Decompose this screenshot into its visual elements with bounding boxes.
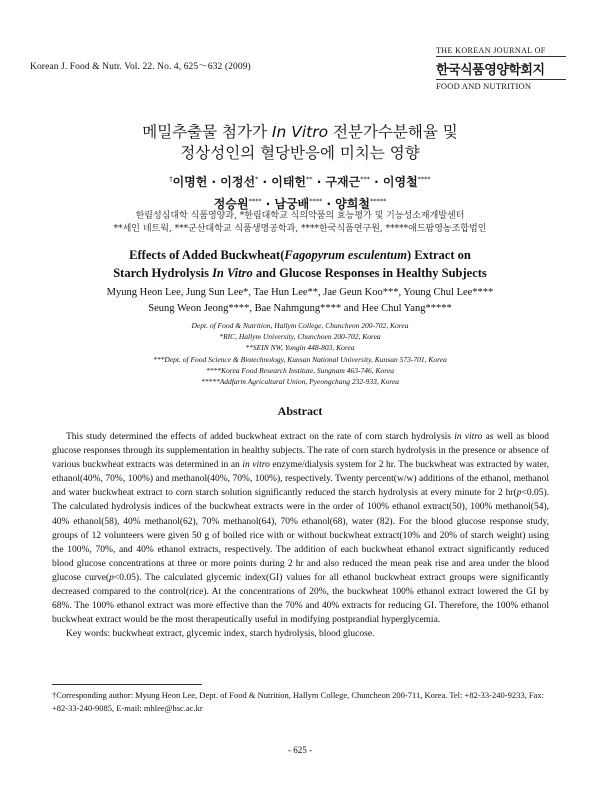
- author-mark: **: [306, 175, 313, 183]
- author-name: · 이정선: [207, 175, 256, 189]
- logo-line-2: 한국식품영양학회지: [436, 63, 545, 78]
- abstract-italic: p: [516, 488, 522, 499]
- affiliation: ****Korea Food Research Institute, Sungnam 463-746, Korea: [206, 365, 394, 375]
- page-number: - 625 -: [288, 745, 312, 755]
- en-authors-line: Seung Weon Jeong****, Bae Nahmgung**** and Hee Chul Yang*****: [148, 303, 452, 314]
- kr-title-part: 전분가수분해율 및: [328, 123, 458, 141]
- author-name: 이명헌: [172, 175, 208, 189]
- affiliation: Dept. of Food & Nutrition, Hallym College, Chuncheon 200-702, Korea: [191, 321, 409, 330]
- abstract-italic: p: [109, 572, 114, 583]
- kr-affiliation-line: 한림성심대학 식품영양과, *한림대학교 식의약품의 효능평가 및 기능성소재개발센터: [135, 211, 465, 221]
- abstract-italic: in vitro: [242, 460, 270, 471]
- logo-line-1: THE KOREAN JOURNAL OF: [436, 46, 566, 57]
- english-affiliations: [0, 320, 600, 387]
- logo-line-3: FOOD AND NUTRITION: [436, 79, 566, 91]
- kr-title-part: 메밀추출물 첨가가: [142, 123, 272, 141]
- author-mark: ***: [360, 175, 370, 183]
- corresponding-author-footnote: †Corresponding author: Myung Heon Lee, Dept. of Food & Nutrition, Hallym College, Chuncheon 200-711, Korea. Tel: +82-33-240-9233, Fax: +82-33-240-9085, E-mail: mhlee@hsc.ac.kr: [52, 690, 544, 713]
- en-title-part: Effects of Added Buckwheat(: [129, 248, 285, 262]
- kr-affiliation-line: **세인 네트웍, ***군산대학교 식품생명공학과, ****한국식품연구원, *****애드팜영농조합법인: [113, 224, 487, 234]
- author-mark: ****: [417, 175, 431, 183]
- affiliation: **SEIN NW, Yongin 448-803, Korea: [245, 343, 355, 353]
- kr-title-line-2: 정상성인의 혈당반응에 미치는 영향: [180, 144, 420, 162]
- author-mark: *: [255, 175, 259, 183]
- kr-title-italic: In Vitro: [271, 123, 329, 141]
- journal-citation: Korean J. Food & Nutr. Vol. 22. No. 4, 625～632 (2009): [30, 62, 251, 72]
- abstract-body: [52, 430, 549, 641]
- author-name: · 이영철: [369, 175, 418, 189]
- footnote-divider: [52, 684, 202, 685]
- abstract-text: This study determined the effects of added buckwheat extract on the rate of corn starch hydrolysis: [66, 432, 455, 442]
- author-mark: ****: [309, 197, 323, 205]
- abstract-text: <0.05). The calculated hydrolysis indices of the buckwheat extracts were in the order of 100% ethanol extract(50), 100% methanol(54), 40% ethanol(58), 40% methanol(62), 70% methanol(64), 70% ethanol(68), water (82). For the blood glucose response study, groups of 12 volunteers were given 50 g of boiled rice with or without buckwheat extract(10% and 20% of starch weight) using the 100%, 70%, and 40% ethanol extracts, respectively. The addition of each buckwheat ethanol extract significantly reduced blood glucose concentrations at three or more points during 2 hr and also reduced the mean peak rise and area under the blood glucose curve(: [52, 488, 549, 583]
- abstract-paragraph: [52, 430, 549, 627]
- affiliation: *RIC, Hallym University, Chunchoen 200-702, Korea: [219, 332, 381, 342]
- affiliation: *****Addfarm Agricultural Union, Pyeongchang 232-933, Korea: [200, 377, 400, 387]
- affiliation: ***Dept. of Food Science & Biotechnology, Kunsan National University, Kunsan 573-701, Korea: [153, 354, 447, 364]
- author-name: · 구재근: [312, 175, 361, 189]
- korean-authors: [0, 170, 600, 214]
- author-mark: *****: [369, 197, 387, 205]
- english-authors: [0, 285, 600, 317]
- korean-affiliations: [0, 210, 600, 236]
- abstract-text: as well as blood glucose responses through its supplementation in healthy subjects. The rate of corn starch hydrolysis in the presence or absence of various buckwheat extracts was determined in an: [52, 432, 550, 471]
- korean-title: [0, 122, 600, 164]
- abstract-heading: Abstract: [277, 404, 323, 418]
- author-mark: ****: [248, 197, 262, 205]
- en-title-part: and Glucose Responses in Healthy Subjects: [252, 266, 487, 280]
- author-name: · 남궁배: [261, 197, 310, 211]
- author-mark: †: [169, 175, 173, 183]
- en-title-part: Starch Hydrolysis: [113, 266, 213, 280]
- journal-logo: [436, 46, 566, 91]
- abstract-text: <0.05). The calculated glycemic index(GI) values for all ethanol buckwheat extract groups were significantly decreased compared to the control(rice). At the concentrations of 20%, the buckwheat 100% ethanol extract lowered the GI by 68%. The 100% ethanol extract was more effective than the 70% and 40% extracts for reducing GI. Therefore, the 100% ethanol buckwheat extract would be the most therapeutically useful in modifying postprandial hyperglycemia.: [52, 572, 549, 626]
- english-title: [0, 246, 600, 282]
- en-title-italic: In Vitro: [212, 266, 253, 280]
- abstract-italic: in vitro: [454, 432, 483, 442]
- en-title-italic: Fagopyrum esculentum: [284, 248, 407, 262]
- en-title-part: ) Extract on: [406, 248, 471, 262]
- author-name: · 양희철: [322, 197, 370, 211]
- keywords: Key words: buckwheat extract, glycemic index, starch hydrolysis, blood glucose.: [66, 629, 375, 640]
- abstract-text: enzyme/dialysis system for 2 hr. The buckwheat was extracted by water, ethanol(40%, 70%, 100%) and methanol(40%, 70%, 100%), respectively. Twenty percent(w/w) additions of the ethanol, methanol and water buckwheat extract to corn starch solution significantly reduced the starch hydrolysis at every minute for 2 hr(: [52, 460, 549, 499]
- en-authors-line: Myung Heon Lee, Jung Sun Lee*, Tae Hun Lee**, Jae Geun Koo***, Young Chul Lee****: [106, 287, 494, 298]
- author-name: 정승원: [213, 197, 249, 211]
- author-name: · 이태헌: [258, 175, 307, 189]
